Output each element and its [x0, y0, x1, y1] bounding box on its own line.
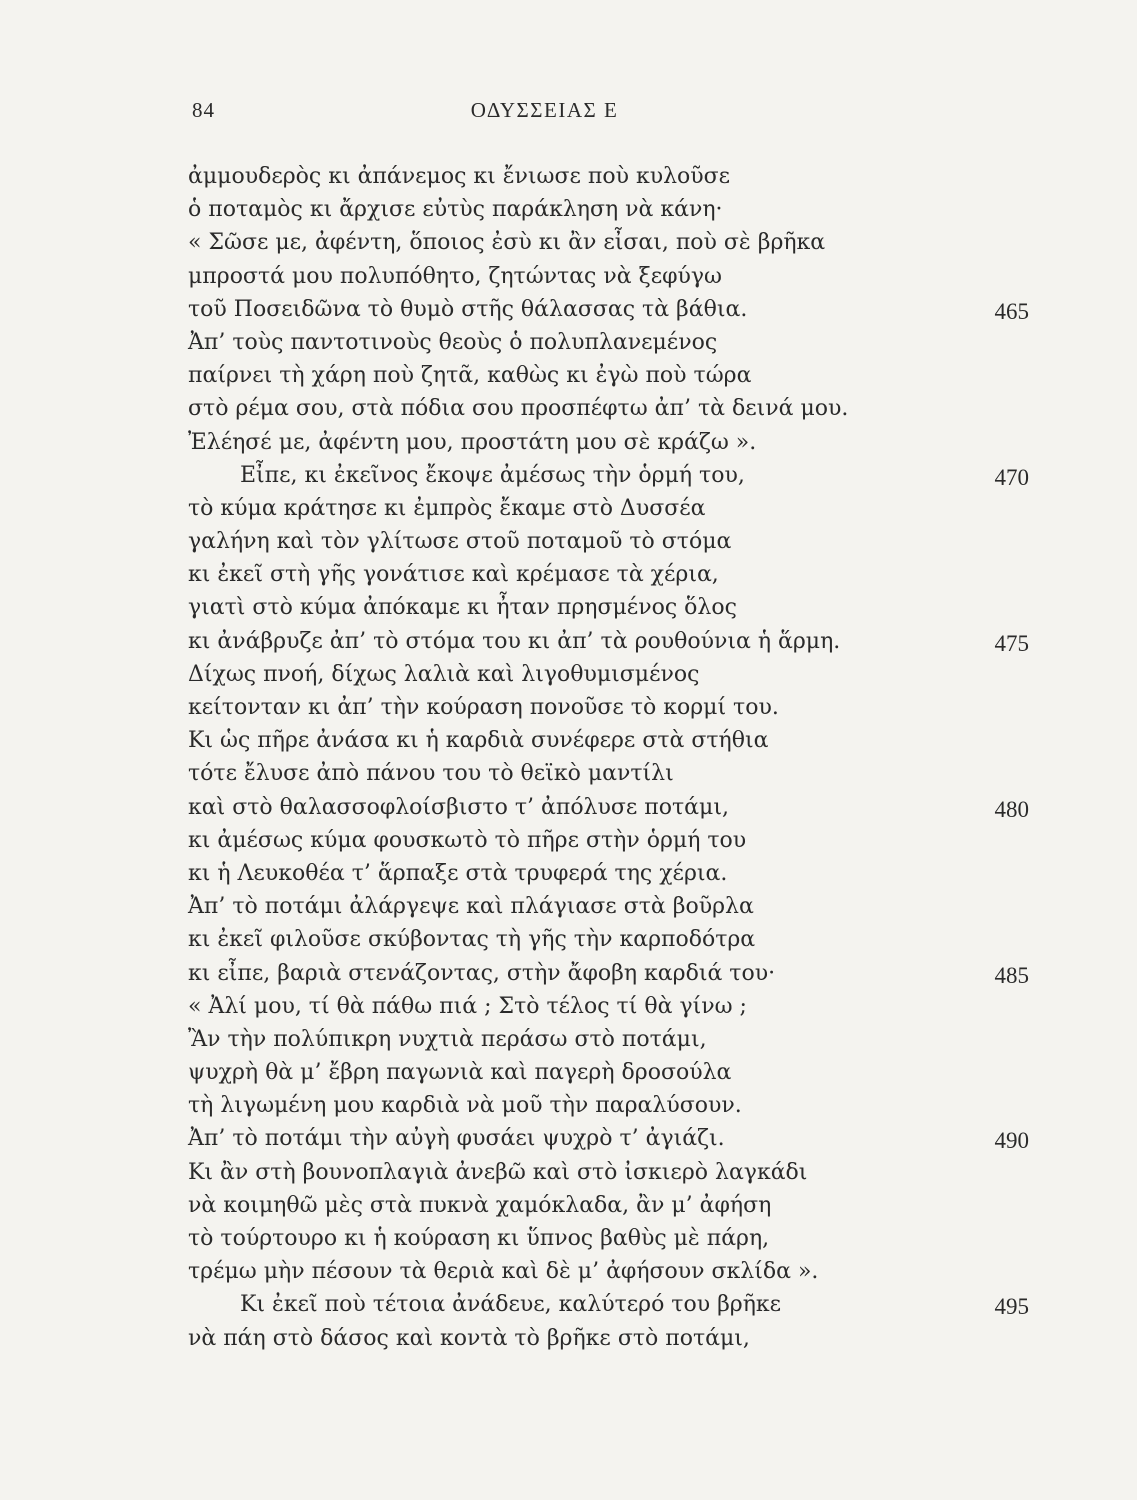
line-number: 465 — [994, 298, 1029, 324]
verse-line — [0, 260, 1137, 293]
verse-line — [0, 1255, 1137, 1288]
line-number: 495 — [994, 1294, 1029, 1320]
line-number: 475 — [994, 630, 1029, 656]
verse-line — [0, 957, 1137, 990]
verse-text: κείτονταν κι ἀπ’ τὴν κούραση πονοῦσε τὸ κορμί του. — [188, 695, 779, 720]
line-number: 480 — [994, 796, 1029, 822]
verse-line — [0, 890, 1137, 923]
verse-text: στὸ ρέμα σου, στὰ πόδια σου προσπέφτω ἀπ’ τὰ δεινά μου. — [188, 396, 849, 422]
verse-text: « Ἀλί μου, τί θὰ πάθω πιά ; Στὸ τέλος τί θὰ γίνω ; — [188, 993, 747, 1019]
verse-text: Κι ὡς πῆρε ἀνάσα κι ἡ καρδιὰ συνέφερε στὰ στήθια — [188, 728, 769, 754]
verse-line — [0, 857, 1137, 890]
verse-text: Ἀπ’ τοὺς παντοτινοὺς θεοὺς ὁ πολυπλανεμένος — [188, 329, 718, 355]
line-number: 470 — [994, 464, 1029, 490]
verse-text: τὴ λιγωμένη μου καρδιὰ νὰ μοῦ τὴν παραλύσουν. — [188, 1093, 742, 1119]
verse-text: κι ἡ Λευκοθέα τ’ ἅρπαξε στὰ τρυφερά της χέρια. — [188, 860, 728, 886]
verse-line — [0, 625, 1137, 658]
verse-line — [0, 824, 1137, 857]
verse-text: μπροστά μου πολυπόθητο, ζητώντας νὰ ξεφύγω — [188, 263, 722, 289]
verse-text: τοῦ Ποσειδῶνα τὸ θυμὸ στῆς θάλασσας τὰ βάθια. — [188, 296, 748, 322]
verse-text: Δίχως πνοή, δίχως λαλιὰ καὶ λιγοθυμισμένος — [188, 661, 700, 687]
verse-text: τὸ τούρτουρο κι ἡ κούραση κι ὕπνος βαθὺς μὲ πάρη, — [188, 1226, 770, 1251]
verse-line — [0, 1156, 1137, 1189]
verse-text: Ἀπ’ τὸ ποτάμι ἀλάργεψε καὶ πλάγιασε στὰ βοῦρλα — [188, 894, 754, 920]
verse-line — [0, 1023, 1137, 1056]
verse-block — [0, 160, 1137, 1355]
page-number: 84 — [192, 98, 215, 122]
verse-text: νὰ πάη στὸ δάσος καὶ κοντὰ τὸ βρῆκε στὸ ποτάμι, — [188, 1325, 750, 1351]
verse-text: κι ἐκεῖ στὴ γῆς γονάτισε καὶ κρέμασε τὰ χέρια, — [188, 562, 719, 588]
verse-line — [0, 923, 1137, 956]
verse-text: Ἐλέησέ με, ἀφέντη μου, προστάτη μου σὲ κράζω ». — [188, 429, 757, 455]
verse-text: Εἶπε, κι ἐκεῖνος ἔκοψε ἀμέσως τὴν ὁρμή του, — [240, 462, 745, 488]
verse-line — [0, 426, 1137, 459]
verse-line — [0, 1056, 1137, 1089]
verse-line — [0, 558, 1137, 591]
verse-line — [0, 359, 1137, 392]
verse-text: κι εἶπε, βαριὰ στενάζοντας, στὴν ἄφοβη καρδιά του· — [188, 960, 776, 986]
verse-line — [0, 226, 1137, 259]
verse-line — [0, 658, 1137, 691]
verse-line — [0, 757, 1137, 790]
verse-line — [0, 326, 1137, 359]
verse-line — [0, 193, 1137, 226]
verse-text: παίρνει τὴ χάρη ποὺ ζητᾶ, καθὼς κι ἐγὼ ποὺ τώρα — [188, 363, 752, 389]
verse-line — [0, 392, 1137, 425]
verse-line — [0, 1189, 1137, 1222]
verse-text: Κι ἐκεῖ ποὺ τέτοια ἀνάδευε, καλύτερό του βρῆκε — [240, 1292, 782, 1318]
verse-line — [0, 1222, 1137, 1255]
verse-line — [0, 525, 1137, 558]
verse-text: νὰ κοιμηθῶ μὲς στὰ πυκνὰ χαμόκλαδα, ἂν μ’ ἀφήση — [188, 1192, 772, 1218]
verse-text: Ἀπ’ τὸ ποτάμι τὴν αὐγὴ φυσάει ψυχρὸ τ’ ἀγιάζι. — [188, 1126, 725, 1152]
line-number: 490 — [994, 1128, 1029, 1154]
verse-text: ἀμμουδερὸς κι ἀπάνεμος κι ἔνιωσε ποὺ κυλοῦσε — [188, 164, 731, 189]
verse-text: ὁ ποταμὸς κι ἄρχισε εὐτὺς παράκληση νὰ κάνη· — [188, 197, 723, 223]
verse-line — [0, 1288, 1137, 1321]
verse-text: κι ἀνάβρυζε ἀπ’ τὸ στόμα του κι ἀπ’ τὰ ρουθούνια ἡ ἅρμη. — [188, 628, 841, 654]
verse-text: ψυχρὴ θὰ μ’ ἔβρη παγωνιὰ καὶ παγερὴ δροσούλα — [188, 1060, 732, 1086]
verse-line — [0, 459, 1137, 492]
verse-line — [0, 791, 1137, 824]
book-title: ΟΔΥΣΣΕΙΑΣ Ε — [470, 98, 619, 122]
verse-text: γιατὶ στὸ κύμα ἀπόκαμε κι ἦταν πρησμένος ὅλος — [188, 595, 737, 621]
verse-line — [0, 990, 1137, 1023]
verse-line — [0, 591, 1137, 624]
verse-line — [0, 492, 1137, 525]
verse-line — [0, 724, 1137, 757]
verse-text: τότε ἔλυσε ἀπὸ πάνου του τὸ θεϊκὸ μαντίλι — [188, 761, 674, 787]
verse-line — [0, 1089, 1137, 1122]
verse-text: καὶ στὸ θαλασσοφλοίσβιστο τ’ ἀπόλυσε ποτάμι, — [188, 794, 729, 820]
verse-line — [0, 691, 1137, 724]
verse-line — [0, 293, 1137, 326]
verse-line — [0, 1122, 1137, 1155]
verse-text: Ἂν τὴν πολύπικρη νυχτιὰ περάσω στὸ ποτάμι, — [188, 1026, 707, 1052]
verse-text: « Σῶσε με, ἀφέντη, ὅποιος ἐσὺ κι ἂν εἶσαι, ποὺ σὲ βρῆκα — [188, 230, 826, 256]
verse-line — [0, 160, 1137, 193]
verse-text: Κι ἂν στὴ βουνοπλαγιὰ ἀνεβῶ καὶ στὸ ἰσκιερὸ λαγκάδι — [188, 1159, 808, 1185]
verse-text: κι ἀμέσως κύμα φουσκωτὸ τὸ πῆρε στὴν ὁρμή του — [188, 827, 747, 853]
verse-text: γαλήνη καὶ τὸν γλίτωσε στοῦ ποταμοῦ τὸ στόμα — [188, 529, 732, 555]
verse-line — [0, 1322, 1137, 1355]
running-head — [192, 98, 1032, 128]
verse-text: κι ἐκεῖ φιλοῦσε σκύβοντας τὴ γῆς τὴν καρποδότρα — [188, 927, 756, 953]
verse-text: τὸ κύμα κράτησε κι ἐμπρὸς ἔκαμε στὸ Δυσσέα — [188, 495, 706, 521]
verse-text: τρέμω μὴν πέσουν τὰ θεριὰ καὶ δὲ μ’ ἀφήσουν σκλίδα ». — [188, 1259, 819, 1285]
line-number: 485 — [994, 962, 1029, 988]
